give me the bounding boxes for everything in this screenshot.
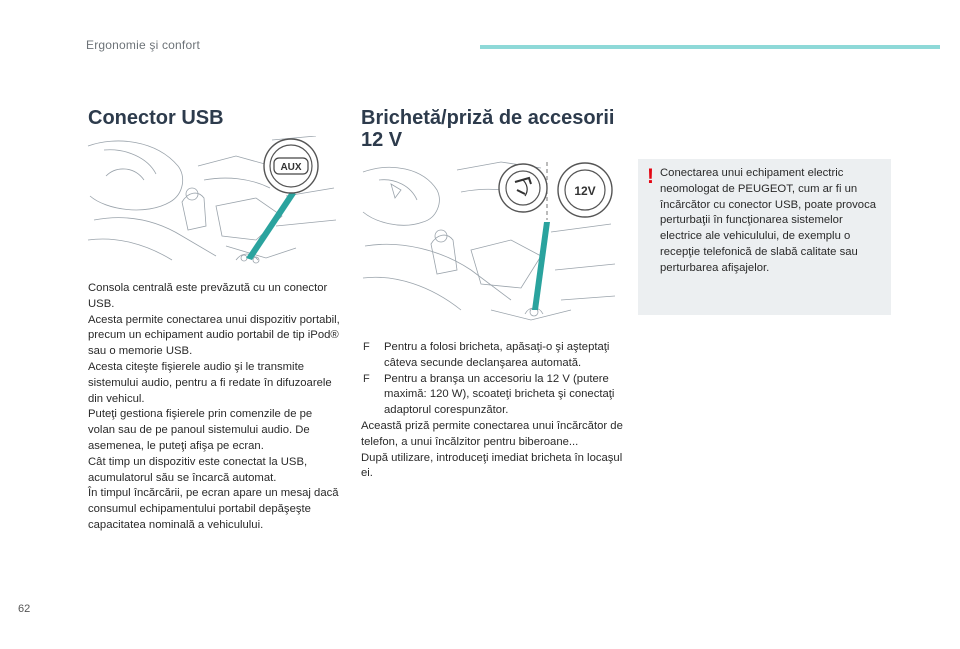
lighter-socket-illustration bbox=[361, 160, 617, 330]
12v-socket-icon bbox=[558, 163, 612, 217]
usb-paragraph-2: Acesta permite conectarea unui dispozitiv portabil, precum un echipament audio portabil de tip iPod® sau o memorie USB. bbox=[88, 313, 340, 358]
usb-paragraph-6: În timpul încărcării, pe ecran apare un mesaj dacă consumul echipamentului portabil depăşeşte capacitatea nominală a vehiculului. bbox=[88, 487, 339, 531]
section-title: Ergonomie şi confort bbox=[86, 38, 201, 52]
warning-icon: ! bbox=[647, 165, 654, 188]
lighter-paragraph-1: Această priză permite conectarea unui încărcător de telefon, a unui încălzitor pentru biberoane... bbox=[361, 419, 623, 448]
usb-paragraph-1: Consola centrală este prevăzută cu un conector USB. bbox=[88, 282, 328, 310]
bullet-arrow-icon: F bbox=[363, 341, 370, 353]
lighter-bullet-1-text: Pentru a folosi bricheta, apăsaţi-o şi aşteptaţi câteva secunde declanşarea automată. bbox=[384, 341, 610, 369]
page-number: 62 bbox=[18, 603, 31, 615]
usb-console-illustration bbox=[86, 136, 338, 270]
12v-label: 12V bbox=[574, 184, 596, 198]
warning-text: Conectarea unui echipament electric neomologat de PEUGEOT, cum ar fi un încărcător cu conector USB, poate provoca perturbaţii în funcţionarea sistemelor electrice ale vehiculului, de exemplu o recepţie telefonică de slabă calitate sau perturbarea afişajelor. bbox=[660, 167, 877, 274]
lighter-bullet-2 bbox=[361, 372, 623, 419]
aux-socket-icon bbox=[264, 139, 318, 193]
lighter-heading: Brichetă/priză de accesorii 12 V bbox=[361, 107, 615, 151]
usb-heading: Conector USB bbox=[88, 107, 224, 129]
usb-paragraph-5: Cât timp un dispozitiv este conectat la USB, acumulatorul său se încarcă automat. bbox=[88, 455, 308, 484]
warning-box bbox=[638, 159, 891, 315]
bullet-arrow-icon: F bbox=[363, 372, 370, 385]
lighter-paragraph-2: După utilizare, introduceţi imediat bricheta în locaşul ei. bbox=[361, 451, 623, 480]
lighter-bullet-1 bbox=[361, 340, 623, 372]
usb-paragraph-4: Puteţi gestiona fişierele prin comenzile de pe volan sau de pe panoul sistemului audio. De asemenea, le puteţi afişa pe ecran. bbox=[88, 408, 313, 452]
lighter-description bbox=[361, 340, 623, 482]
usb-description bbox=[88, 281, 340, 534]
usb-pointer-line bbox=[246, 192, 296, 260]
usb-paragraph-3: Acesta citeşte fişierele audio şi le transmite sistemului audio, pentru a fi redate în difuzoarele din vehicul. bbox=[88, 360, 332, 405]
aux-label: AUX bbox=[280, 162, 302, 173]
steering-wheel-outline bbox=[88, 141, 183, 210]
header-accent-bar bbox=[480, 45, 940, 49]
cigarette-lighter-icon bbox=[499, 164, 547, 212]
lighter-bullet-2-text: Pentru a branşa un accesoriu la 12 V (putere maximă: 120 W), scoateţi bricheta şi conectaţi adaptorul corespunzător. bbox=[384, 372, 615, 417]
